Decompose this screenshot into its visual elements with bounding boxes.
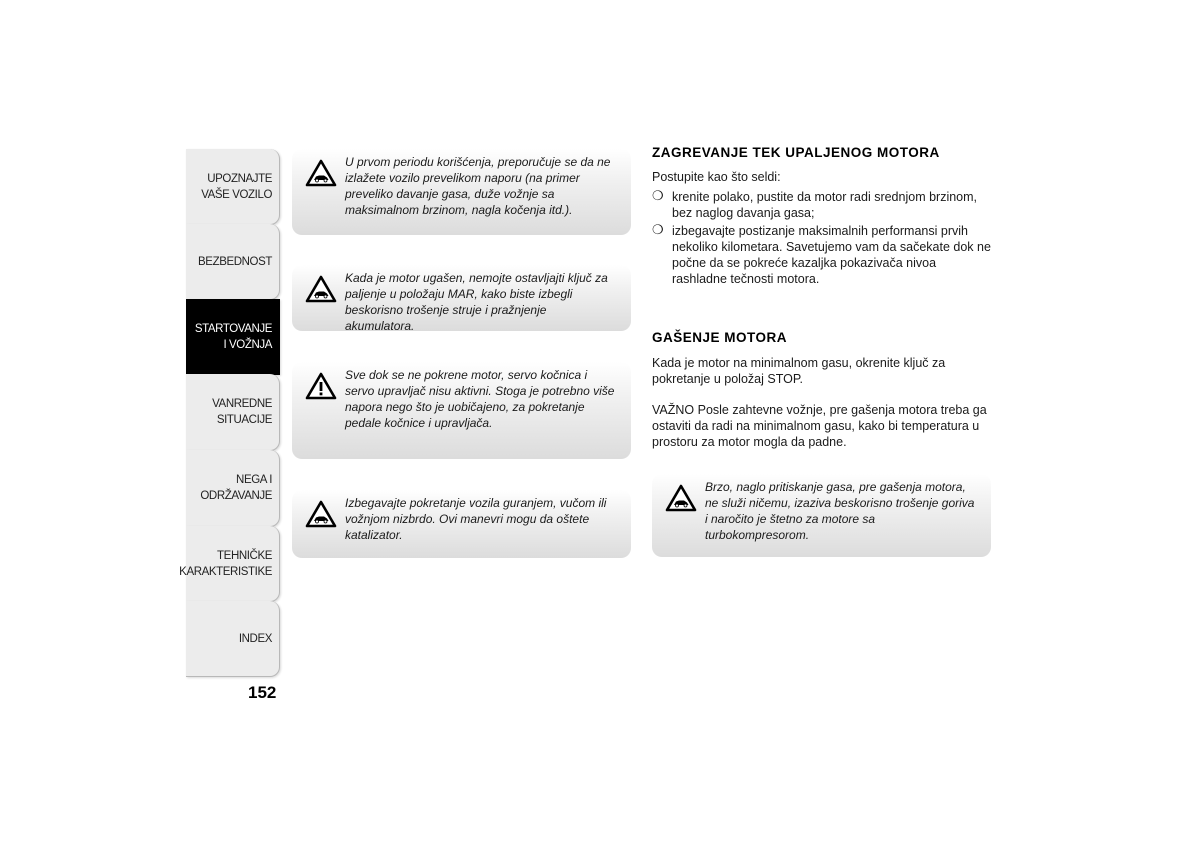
tab-index[interactable] <box>186 601 280 677</box>
bullet-circle-icon: ❍ <box>652 188 664 203</box>
section-heading: GAŠENJE MOTORA <box>652 330 788 345</box>
tab-upoznajte-vase-vozilo[interactable] <box>186 149 280 225</box>
tab-label: VANREDNE SITUACIJE <box>212 398 272 426</box>
warning-note <box>292 490 631 558</box>
car-warning-icon <box>305 159 337 187</box>
car-warning-icon <box>305 500 337 528</box>
warning-text: Kada je motor ugašen, nemojte ostavljajti ključ za paljenje u položaju MAR, kako biste izbegli beskorisno trošenje struje i pražnjenje akumulatora. <box>345 271 608 333</box>
tab-label: BEZBEDNOST <box>198 255 272 268</box>
tab-label: TEHNIČKE KARAKTERISTIKE <box>179 549 272 578</box>
tab-bezbednost[interactable] <box>186 224 280 300</box>
tab-label: NEGA I ODRŽAVANJE <box>200 474 272 502</box>
exclamation-warning-icon <box>305 372 337 400</box>
tab-nega-i-odrzavanje[interactable] <box>186 450 280 527</box>
tab-startovanje-i-voznja[interactable] <box>186 299 280 375</box>
bullet-text: izbegavajte postizanje maksimalnih performansi prvih nekoliko kilometara. Savetujemo vam da sačekate dok ne počne da se pokreće kazaljka pokazivača nivoa rashladne tečnosti motora. <box>672 224 991 286</box>
warning-text: Brzo, naglo pritiskanje gasa, pre gašenja motora, ne služi ničemu, izaziva beskorisno trošenje goriva i naročito je štetno za motore sa turbokompresorom. <box>705 480 975 542</box>
page-number: 152 <box>248 683 277 702</box>
section-paragraph: Kada je motor na minimalnom gasu, okrenite ključ za pokretanje u položaj STOP. <box>652 356 946 386</box>
tab-label: INDEX <box>238 632 272 645</box>
warning-note <box>292 265 631 331</box>
tab-vanredne-situacije[interactable] <box>186 374 280 451</box>
warning-text: U prvom periodu korišćenja, preporučuje se da ne izlažete vozilo prevelikom naporu (na primer preveliko davanje gasa, duže vožnje sa maksimalnom brzinom, nagla kočenja itd.). <box>345 155 611 217</box>
tab-label: UPOZNAJTE VAŠE VOZILO <box>201 172 272 201</box>
warning-note <box>292 362 631 459</box>
tab-label: STARTOVANJE I VOŽNJA <box>194 322 272 351</box>
section-paragraph: VAŽNO Posle zahtevne vožnje, pre gašenja motora treba ga ostaviti da radi na minimalnom gasu, kako bi temperatura u prostoru za motor mogla da padne. <box>652 403 987 449</box>
bullet-circle-icon: ❍ <box>652 222 664 237</box>
warning-note <box>292 149 631 235</box>
section-heading: ZAGREVANJE TEK UPALJENOG MOTORA <box>652 145 940 160</box>
warning-note <box>652 474 991 557</box>
car-warning-icon <box>305 275 337 303</box>
warning-text: Sve dok se ne pokrene motor, servo kočnica i servo upravljač nisu aktivni. Stoga je potrebno više napora nego što je uobičajeno, za pokretanje pedale kočnice i upravljača. <box>345 368 615 430</box>
car-warning-icon <box>665 484 697 512</box>
bullet-item <box>652 223 994 287</box>
tab-tehnicke-karakteristike[interactable] <box>179 526 280 602</box>
bullet-item <box>652 189 994 221</box>
warning-text: Izbegavajte pokretanje vozila guranjem, vučom ili vožnjom nizbrdo. Ovi manevri mogu da oštete katalizator. <box>345 496 607 542</box>
section-intro: Postupite kao što seldi: <box>652 170 781 184</box>
bullet-text: krenite polako, pustite da motor radi srednjom brzinom, bez naglog davanja gasa; <box>672 190 978 220</box>
